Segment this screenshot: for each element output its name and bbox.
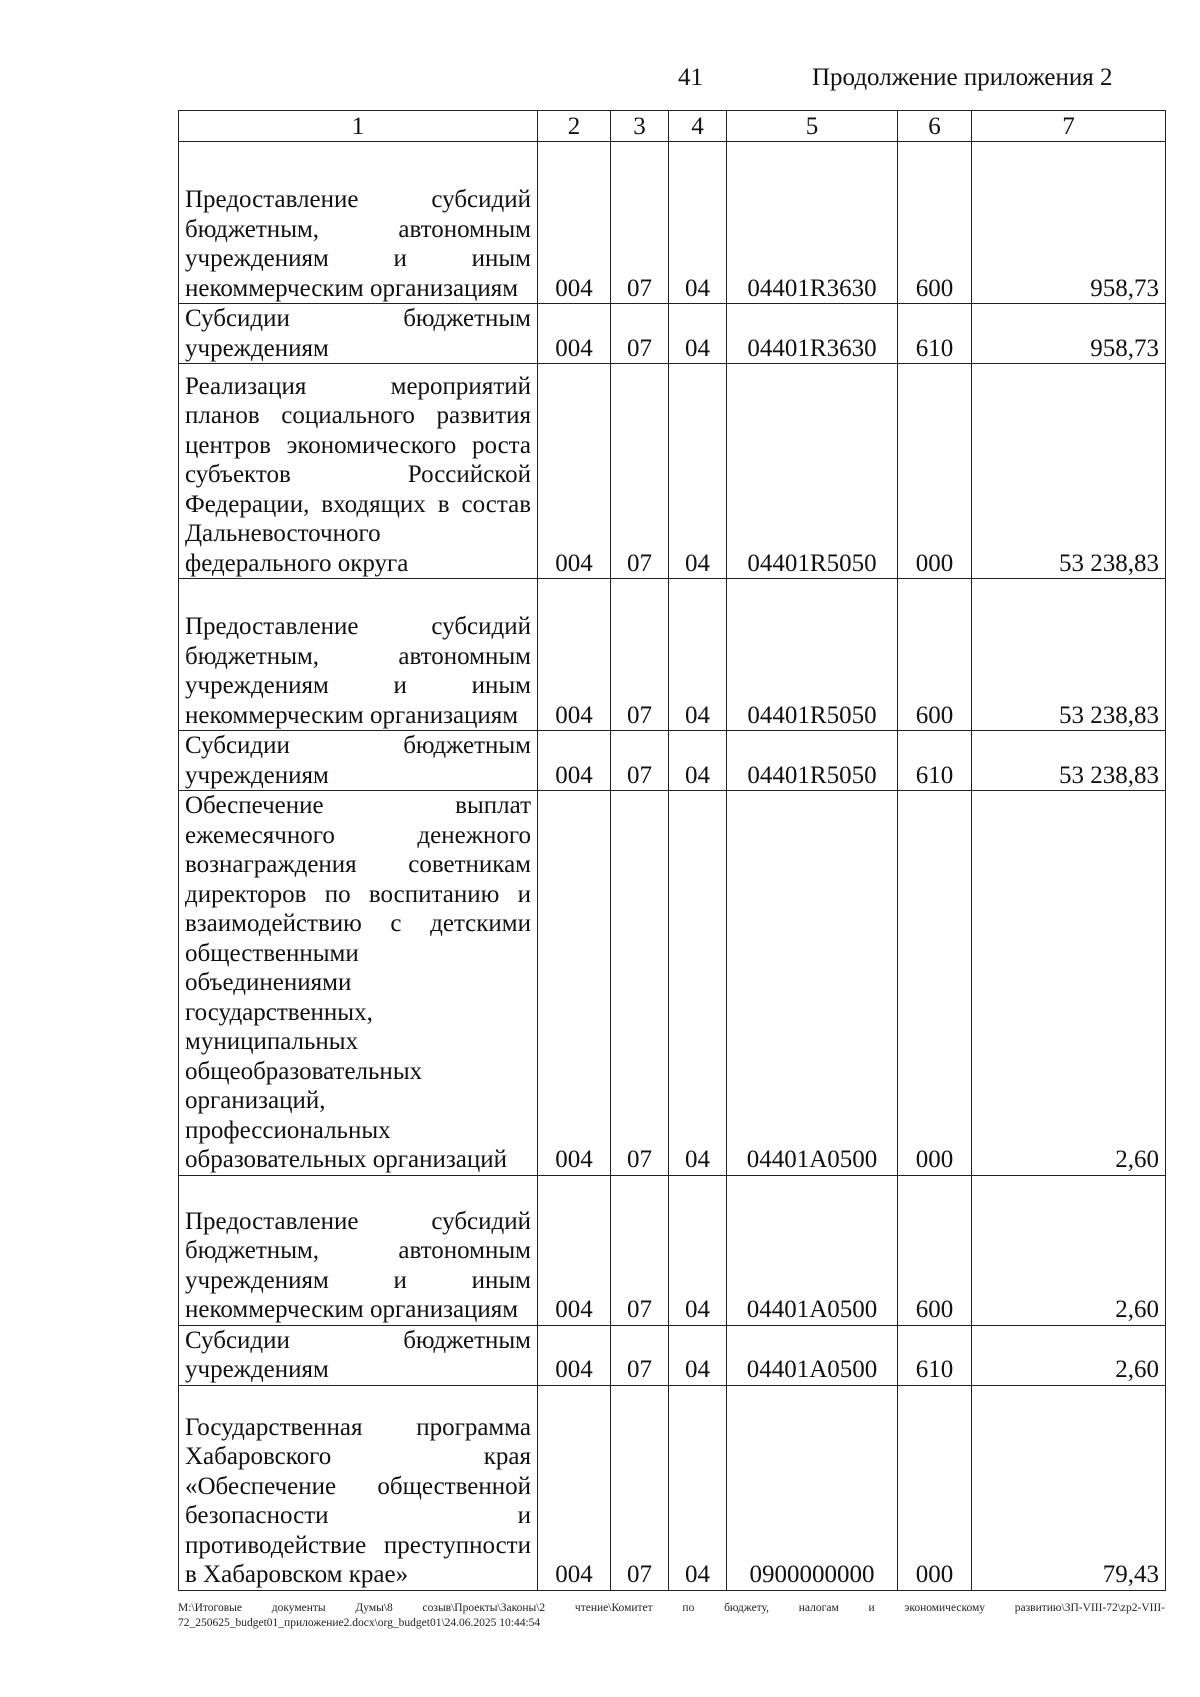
cell-col-3: 07: [611, 1385, 669, 1590]
column-header: 5: [727, 111, 898, 142]
table-row: [179, 142, 1166, 304]
cell-col-5: 04401R5050: [727, 731, 898, 791]
table-header: [179, 111, 1166, 142]
cell-col-2: 004: [538, 1385, 611, 1590]
cell-col-5: 04401R5050: [727, 364, 898, 579]
cell-col-2: 004: [538, 142, 611, 304]
appendix-caption: Продолжение приложения 2: [812, 64, 1113, 91]
column-header: 4: [669, 111, 727, 142]
file-path-footer: M:\Итоговые документы Думы\8 созыв\Проекты\Законы\2 чтение\Комитет по бюджету, налогам и экономическому развитию\ЗП-VIII-72\zp2-VIII-72_250625_budget01_приложение2.docx\org_budget01\24.06.2025 10:44:54: [178, 1602, 1165, 1629]
cell-col-4: 04: [669, 304, 727, 364]
cell-col-3: 07: [611, 364, 669, 579]
table-row: [179, 731, 1166, 791]
cell-col-6: 610: [898, 731, 972, 791]
cell-col-2: 004: [538, 791, 611, 1176]
row-description: Предоставление субсидий бюджетным, автономным учреждениям и иным некоммерческим организациям: [179, 1175, 538, 1325]
column-header: 6: [898, 111, 972, 142]
cell-col-3: 07: [611, 1175, 669, 1325]
table-body: [179, 142, 1166, 1591]
column-header: 1: [179, 111, 538, 142]
cell-col-6: 600: [898, 579, 972, 731]
row-description: Предоставление субсидий бюджетным, автономным учреждениям и иным некоммерческим организациям: [179, 579, 538, 731]
cell-col-6: 610: [898, 1325, 972, 1385]
column-header: 7: [972, 111, 1166, 142]
table-row: [179, 1325, 1166, 1385]
cell-col-4: 04: [669, 364, 727, 579]
table-row: [179, 579, 1166, 731]
cell-amount: 53 238,83: [972, 731, 1166, 791]
cell-col-3: 07: [611, 791, 669, 1176]
row-description: Субсидии бюджетным учреждениям: [179, 304, 538, 364]
column-header: 3: [611, 111, 669, 142]
cell-col-3: 07: [611, 579, 669, 731]
cell-amount: 958,73: [972, 142, 1166, 304]
page-number: 41: [678, 64, 703, 91]
table-row: [179, 791, 1166, 1176]
cell-col-2: 004: [538, 579, 611, 731]
cell-col-3: 07: [611, 1325, 669, 1385]
cell-col-2: 004: [538, 364, 611, 579]
cell-col-4: 04: [669, 1325, 727, 1385]
cell-amount: 79,43: [972, 1385, 1166, 1590]
cell-amount: 2,60: [972, 1325, 1166, 1385]
cell-col-5: 04401A0500: [727, 791, 898, 1176]
cell-col-6: 610: [898, 304, 972, 364]
cell-col-5: 04401R3630: [727, 304, 898, 364]
cell-amount: 53 238,83: [972, 579, 1166, 731]
cell-col-5: 04401A0500: [727, 1175, 898, 1325]
cell-col-6: 000: [898, 791, 972, 1176]
cell-col-5: 04401R3630: [727, 142, 898, 304]
cell-col-2: 004: [538, 1325, 611, 1385]
cell-col-4: 04: [669, 142, 727, 304]
cell-col-2: 004: [538, 1175, 611, 1325]
cell-col-5: 04401A0500: [727, 1325, 898, 1385]
cell-col-2: 004: [538, 731, 611, 791]
table-row: [179, 304, 1166, 364]
cell-col-4: 04: [669, 791, 727, 1176]
table-row: [179, 1175, 1166, 1325]
column-header: 2: [538, 111, 611, 142]
header-row: [179, 111, 1166, 142]
row-description: Субсидии бюджетным учреждениям: [179, 731, 538, 791]
cell-col-3: 07: [611, 304, 669, 364]
cell-amount: 53 238,83: [972, 364, 1166, 579]
cell-col-6: 000: [898, 364, 972, 579]
budget-table: [178, 110, 1166, 1591]
cell-col-6: 600: [898, 1175, 972, 1325]
cell-col-5: 04401R5050: [727, 579, 898, 731]
cell-col-2: 004: [538, 304, 611, 364]
cell-col-6: 600: [898, 142, 972, 304]
cell-col-5: 0900000000: [727, 1385, 898, 1590]
row-description: Государственная программа Хабаровского края «Обеспечение общественной безопасности и противодействие преступности в Хабаровском крае»: [179, 1385, 538, 1590]
cell-col-6: 000: [898, 1385, 972, 1590]
row-description: Реализация мероприятий планов социального развития центров экономического роста субъектов Российской Федерации, входящих в состав Дальневосточного федерального округа: [179, 364, 538, 579]
cell-col-3: 07: [611, 142, 669, 304]
cell-amount: 2,60: [972, 791, 1166, 1176]
cell-amount: 2,60: [972, 1175, 1166, 1325]
cell-col-4: 04: [669, 731, 727, 791]
cell-col-4: 04: [669, 1175, 727, 1325]
row-description: Обеспечение выплат ежемесячного денежного вознаграждения советникам директоров по воспитанию и взаимодействию с детскими общественными объединениями государственных, муниципальных общеобразовательных организаций, профессиональных образовательных организаций: [179, 791, 538, 1176]
row-description: Предоставление субсидий бюджетным, автономным учреждениям и иным некоммерческим организациям: [179, 142, 538, 304]
cell-col-4: 04: [669, 1385, 727, 1590]
table-row: [179, 364, 1166, 579]
cell-col-4: 04: [669, 579, 727, 731]
row-description: Субсидии бюджетным учреждениям: [179, 1325, 538, 1385]
cell-col-3: 07: [611, 731, 669, 791]
table-row: [179, 1385, 1166, 1590]
cell-amount: 958,73: [972, 304, 1166, 364]
